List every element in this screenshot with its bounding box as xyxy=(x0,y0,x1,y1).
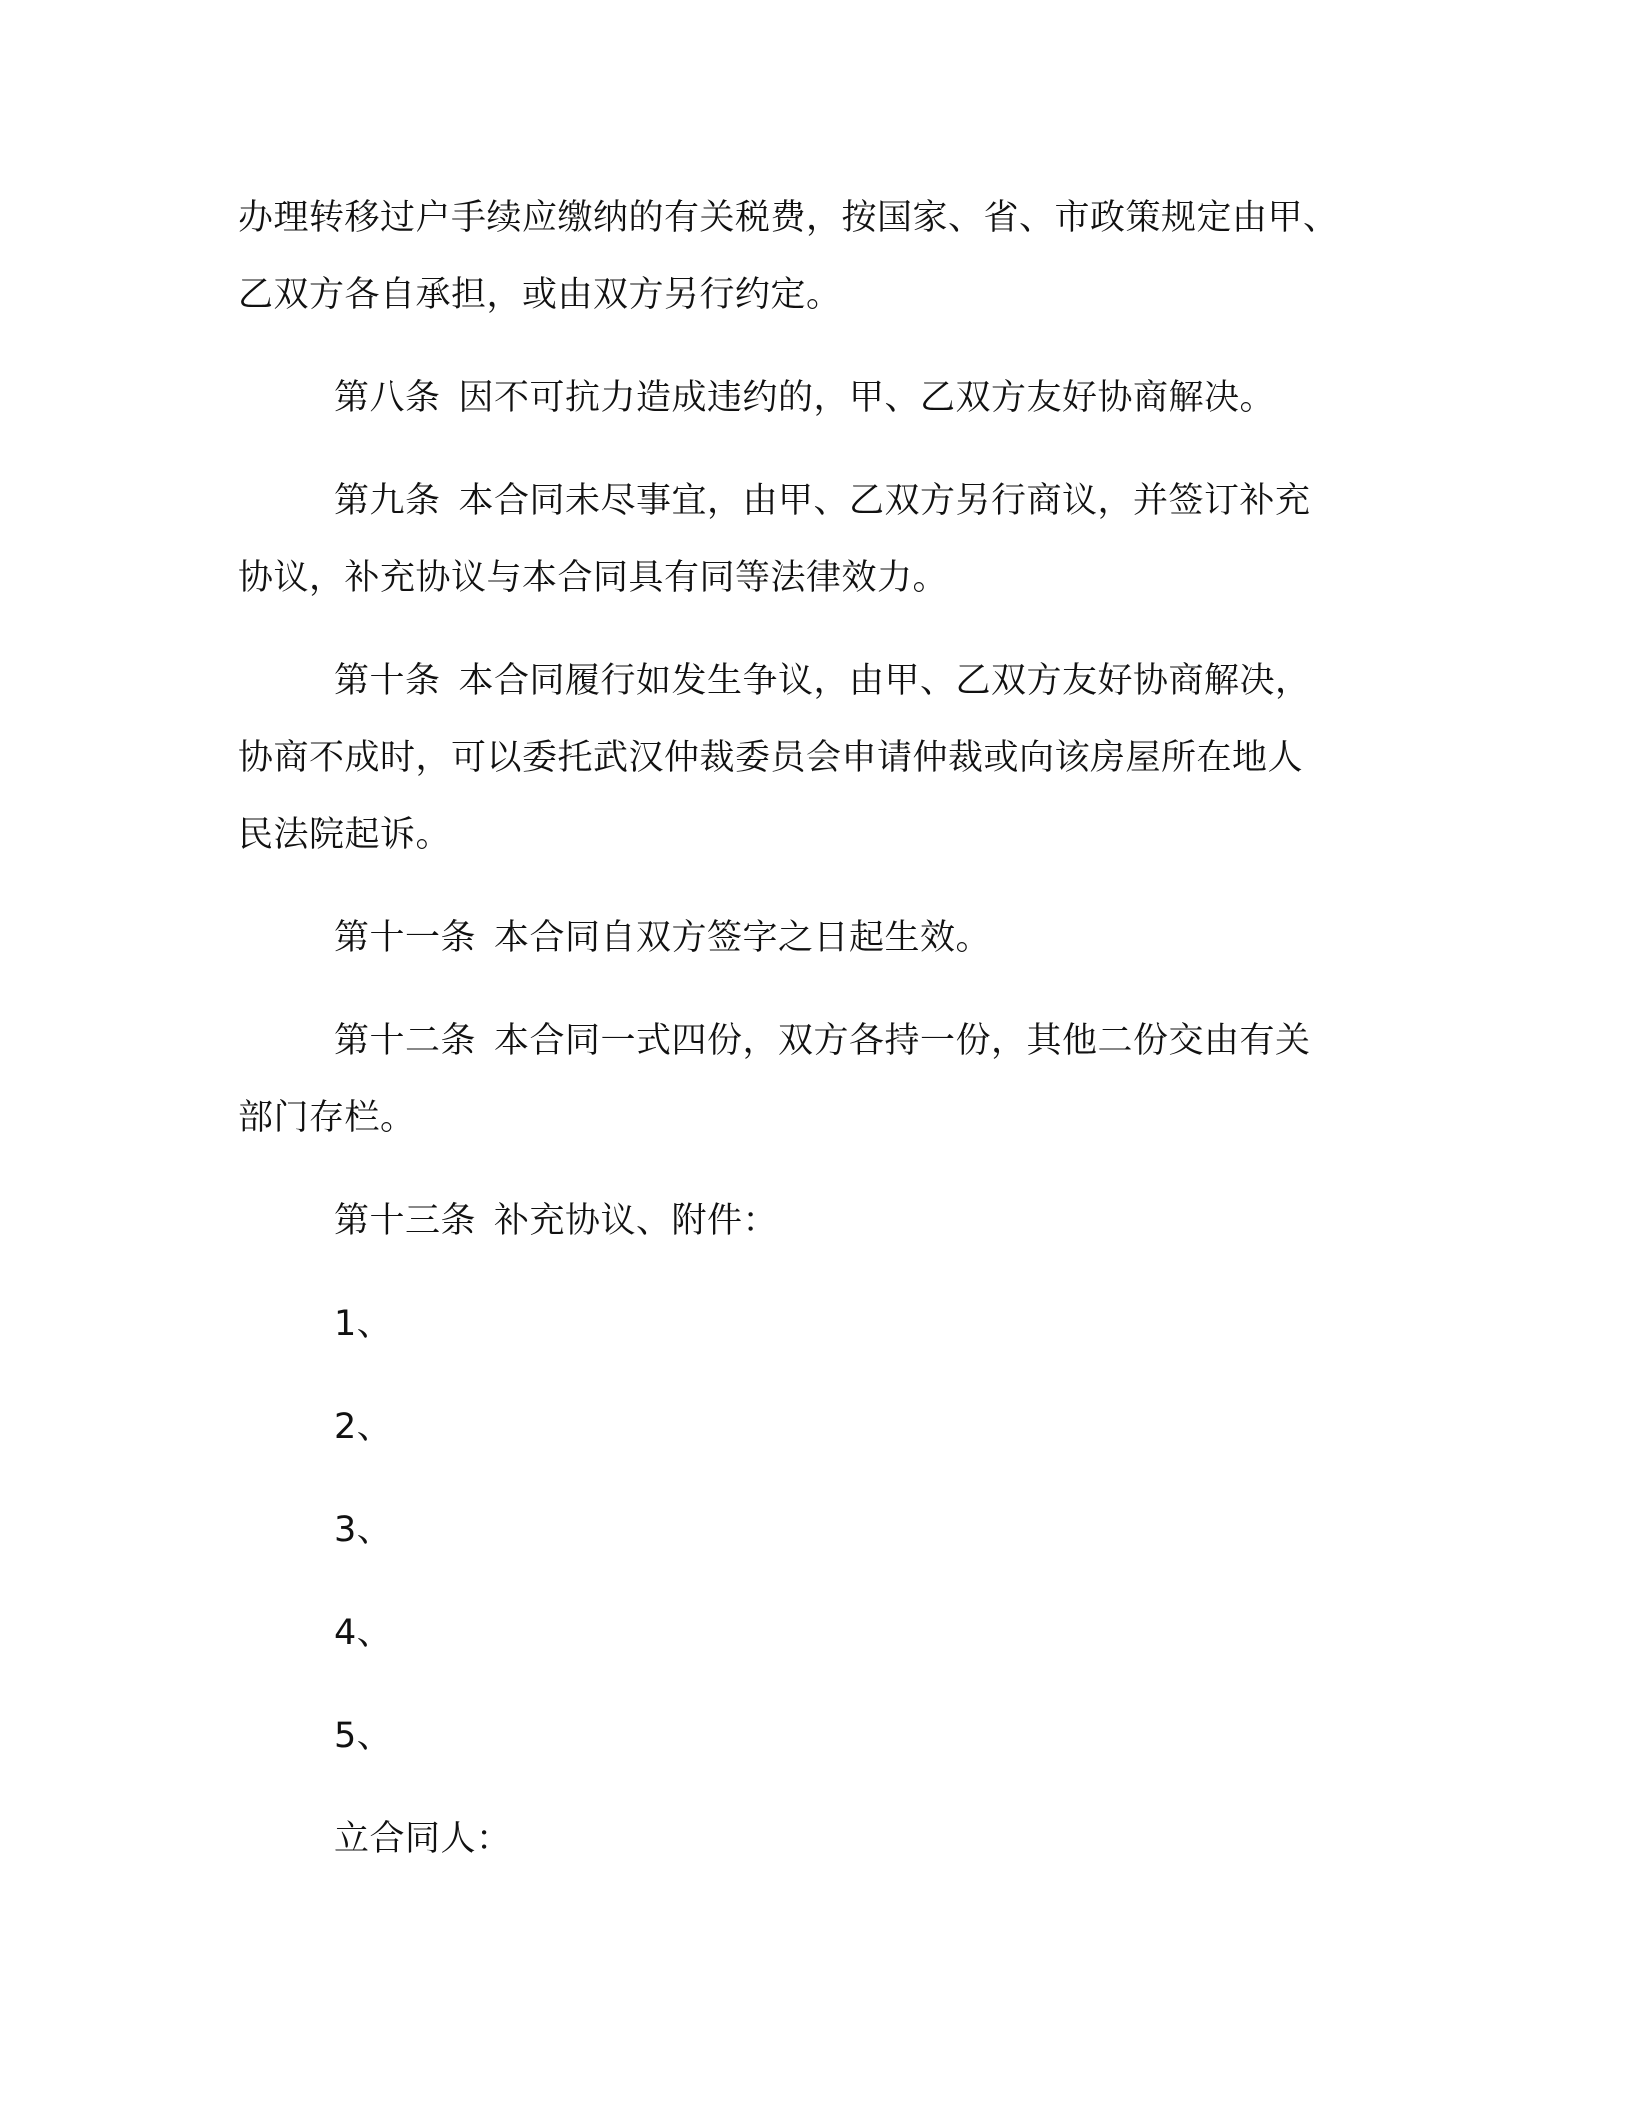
article-11 xyxy=(238,900,1378,977)
article-12-text-1: 本合同一式四份，双方各持一份，其他二份交由有关 xyxy=(494,1021,1311,1061)
article-12-number: 第十二条 xyxy=(334,1021,477,1061)
article-8 xyxy=(238,360,1378,437)
article-11-text: 本合同自双方签字之日起生效。 xyxy=(494,918,992,958)
article-13-text: 补充协议、附件： xyxy=(494,1201,779,1241)
attachment-item-4: 4、 xyxy=(334,1613,393,1653)
article-10-line-2: 协商不成时，可以委托武汉仲裁委员会申请仲裁或向该房屋所在地人 xyxy=(238,738,1304,778)
article-9-line-2: 协议，补充协议与本合同具有同等法律效力。 xyxy=(238,558,949,598)
article-12-line-1 xyxy=(238,1003,1378,1080)
article-9-line-1 xyxy=(238,463,1378,540)
paragraph-tax-line-2: 乙双方各自承担，或由双方另行约定。 xyxy=(238,275,842,315)
article-10-line-3: 民法院起诉。 xyxy=(238,815,452,855)
article-9-text-1: 本合同未尽事宜，由甲、乙双方另行商议，并签订补充 xyxy=(458,481,1311,521)
paragraph-tax-line-1: 办理转移过户手续应缴纳的有关税费，按国家、省、市政策规定由甲、 xyxy=(238,198,1339,238)
article-8-number: 第八条 xyxy=(334,378,441,418)
article-11-number: 第十一条 xyxy=(334,918,477,958)
article-10-line-1 xyxy=(238,643,1378,720)
document-body xyxy=(238,180,1378,1878)
attachment-item-1: 1、 xyxy=(334,1304,393,1344)
article-10-text-1: 本合同履行如发生争议，由甲、乙双方友好协商解决， xyxy=(458,661,1311,701)
article-12-line-2: 部门存栏。 xyxy=(238,1098,416,1138)
signer-label: 立合同人： xyxy=(334,1819,512,1859)
article-10-number: 第十条 xyxy=(334,661,441,701)
article-13-number: 第十三条 xyxy=(334,1201,477,1241)
attachment-item-3: 3、 xyxy=(334,1510,393,1550)
article-13 xyxy=(238,1183,1378,1260)
article-8-text: 因不可抗力造成违约的，甲、乙双方友好协商解决。 xyxy=(458,378,1276,418)
attachment-item-2: 2、 xyxy=(334,1407,393,1447)
article-9-number: 第九条 xyxy=(334,481,441,521)
attachment-item-5: 5、 xyxy=(334,1716,393,1756)
